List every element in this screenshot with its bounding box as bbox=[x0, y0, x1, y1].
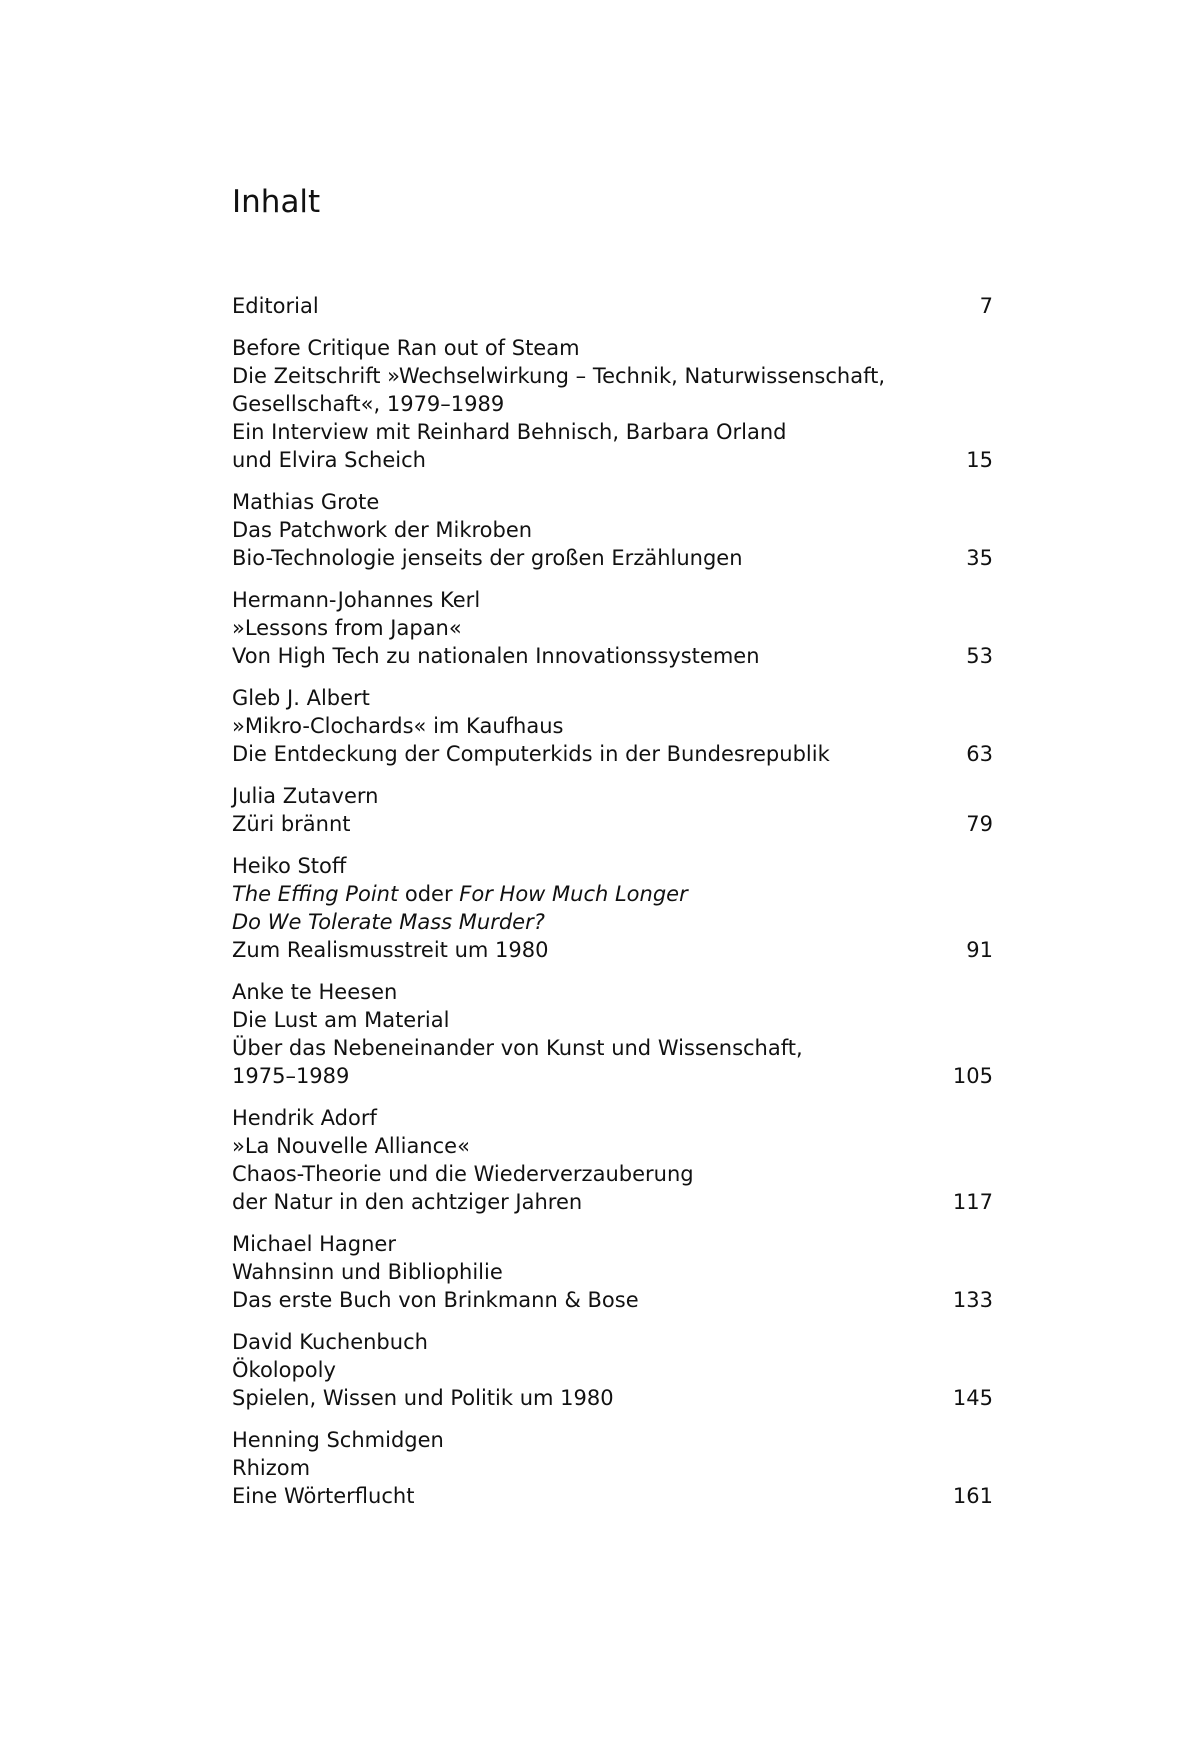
toc-text: 1975–1989 bbox=[232, 1064, 350, 1088]
toc-entry bbox=[232, 978, 993, 1090]
toc-page-number: 145 bbox=[952, 1386, 993, 1410]
toc-entry-line bbox=[232, 740, 993, 768]
toc-text: Hermann-Johannes Kerl bbox=[232, 588, 481, 612]
toc-entry-line bbox=[232, 1286, 993, 1314]
toc-text: Spielen, Wissen und Politik um 1980 bbox=[232, 1386, 614, 1410]
toc-entry-line bbox=[232, 642, 993, 670]
toc-text: Die Entdeckung der Computerkids in der Bundesrepublik bbox=[232, 742, 830, 766]
toc-text: »Lessons from Japan« bbox=[232, 616, 462, 640]
toc-entry-line bbox=[232, 1062, 993, 1090]
toc-text: Wahnsinn und Bibliophilie bbox=[232, 1260, 503, 1284]
toc-text: Das erste Buch von Brinkmann & Bose bbox=[232, 1288, 639, 1312]
toc-page-number: 91 bbox=[966, 938, 993, 962]
toc-text: Die Lust am Material bbox=[232, 1008, 450, 1032]
toc-entry-line bbox=[232, 1034, 993, 1062]
toc-entry-line bbox=[232, 516, 993, 544]
toc-entry bbox=[232, 1104, 993, 1216]
toc-entry-line bbox=[232, 810, 993, 838]
toc-text: Die Zeitschrift »Wechselwirkung – Technik, Naturwissenschaft, bbox=[232, 364, 885, 388]
toc-entry-line bbox=[232, 586, 993, 614]
toc-page-number: 7 bbox=[979, 294, 993, 318]
toc-entry bbox=[232, 586, 993, 670]
toc-text: Züri brännt bbox=[232, 812, 351, 836]
toc-text: Das Patchwork der Mikroben bbox=[232, 518, 533, 542]
toc-entry-line bbox=[232, 1006, 993, 1034]
toc-entry-line bbox=[232, 390, 993, 418]
toc-entry-line bbox=[232, 1132, 993, 1160]
toc-entry-line bbox=[232, 1454, 993, 1482]
toc-entry bbox=[232, 334, 993, 474]
table-of-contents bbox=[232, 292, 993, 1524]
toc-entry-line bbox=[232, 908, 993, 936]
toc-entry-line bbox=[232, 446, 993, 474]
toc-entry-line bbox=[232, 1384, 993, 1412]
toc-entry-line bbox=[232, 1188, 993, 1216]
toc-text: Henning Schmidgen bbox=[232, 1428, 444, 1452]
toc-page-number: 105 bbox=[952, 1064, 993, 1088]
toc-entry-line bbox=[232, 362, 993, 390]
toc-text: Mathias Grote bbox=[232, 490, 380, 514]
toc-page-number: 15 bbox=[966, 448, 993, 472]
toc-entry bbox=[232, 782, 993, 838]
toc-entry-line bbox=[232, 488, 993, 516]
toc-text: Zum Realismusstreit um 1980 bbox=[232, 938, 549, 962]
toc-italic-text: For How Much Longer bbox=[459, 882, 688, 906]
toc-italic-text: Do We Tolerate Mass Murder? bbox=[232, 910, 545, 934]
toc-text: Editorial bbox=[232, 294, 319, 318]
toc-entry bbox=[232, 292, 993, 320]
toc-text: Eine Wörterflucht bbox=[232, 1484, 415, 1508]
toc-page-number: 161 bbox=[952, 1484, 993, 1508]
toc-text: Chaos-Theorie und die Wiederverzauberung bbox=[232, 1162, 694, 1186]
toc-text: und Elvira Scheich bbox=[232, 448, 426, 472]
toc-entry-line bbox=[232, 1160, 993, 1188]
toc-text: Michael Hagner bbox=[232, 1232, 396, 1256]
toc-text: Heiko Stoff bbox=[232, 854, 347, 878]
toc-entry-line bbox=[232, 544, 993, 572]
toc-text: Rhizom bbox=[232, 1456, 311, 1480]
toc-entry-line bbox=[232, 880, 993, 908]
toc-page-number: 79 bbox=[966, 812, 993, 836]
toc-page-number: 35 bbox=[966, 546, 993, 570]
toc-text: Gesellschaft«, 1979–1989 bbox=[232, 392, 505, 416]
toc-entry-line bbox=[232, 418, 993, 446]
toc-entry-line bbox=[232, 334, 993, 362]
page-title: Inhalt bbox=[232, 184, 321, 220]
toc-entry-line bbox=[232, 978, 993, 1006]
toc-page-number: 117 bbox=[952, 1190, 993, 1214]
toc-entry-line bbox=[232, 1258, 993, 1286]
toc-text: Von High Tech zu nationalen Innovationssystemen bbox=[232, 644, 760, 668]
toc-text: Julia Zutavern bbox=[232, 784, 379, 808]
toc-entry bbox=[232, 488, 993, 572]
toc-entry-line bbox=[232, 1482, 993, 1510]
toc-entry-line bbox=[232, 684, 993, 712]
toc-entry-line bbox=[232, 852, 993, 880]
toc-text: Anke te Heesen bbox=[232, 980, 398, 1004]
toc-page-number: 63 bbox=[966, 742, 993, 766]
toc-italic-text: The Effing Point bbox=[232, 882, 399, 906]
toc-entry-line bbox=[232, 1328, 993, 1356]
toc-entry-line bbox=[232, 712, 993, 740]
toc-page-number: 53 bbox=[966, 644, 993, 668]
toc-entry bbox=[232, 1230, 993, 1314]
toc-entry bbox=[232, 684, 993, 768]
toc-entry-line bbox=[232, 614, 993, 642]
toc-text: Bio-Technologie jenseits der großen Erzählungen bbox=[232, 546, 743, 570]
toc-text: der Natur in den achtziger Jahren bbox=[232, 1190, 583, 1214]
toc-text: David Kuchenbuch bbox=[232, 1330, 428, 1354]
toc-entry-line bbox=[232, 936, 993, 964]
toc-text: Gleb J. Albert bbox=[232, 686, 370, 710]
toc-text: Ökolopoly bbox=[232, 1358, 336, 1382]
toc-entry bbox=[232, 852, 993, 964]
toc-text: Ein Interview mit Reinhard Behnisch, Barbara Orland bbox=[232, 420, 787, 444]
toc-text: Über das Nebeneinander von Kunst und Wissenschaft, bbox=[232, 1036, 803, 1060]
toc-text: Before Critique Ran out of Steam bbox=[232, 336, 580, 360]
toc-text: »La Nouvelle Alliance« bbox=[232, 1134, 470, 1158]
toc-entry bbox=[232, 1328, 993, 1412]
toc-entry bbox=[232, 1426, 993, 1510]
toc-text: »Mikro-Clochards« im Kaufhaus bbox=[232, 714, 564, 738]
toc-entry-line bbox=[232, 1426, 993, 1454]
toc-entry-line bbox=[232, 292, 993, 320]
toc-entry-line bbox=[232, 1104, 993, 1132]
toc-entry-line bbox=[232, 1356, 993, 1384]
toc-entry-line bbox=[232, 1230, 993, 1258]
toc-entry-line bbox=[232, 782, 993, 810]
toc-text: Hendrik Adorf bbox=[232, 1106, 377, 1130]
toc-text: oder bbox=[398, 882, 460, 906]
toc-page-number: 133 bbox=[952, 1288, 993, 1312]
